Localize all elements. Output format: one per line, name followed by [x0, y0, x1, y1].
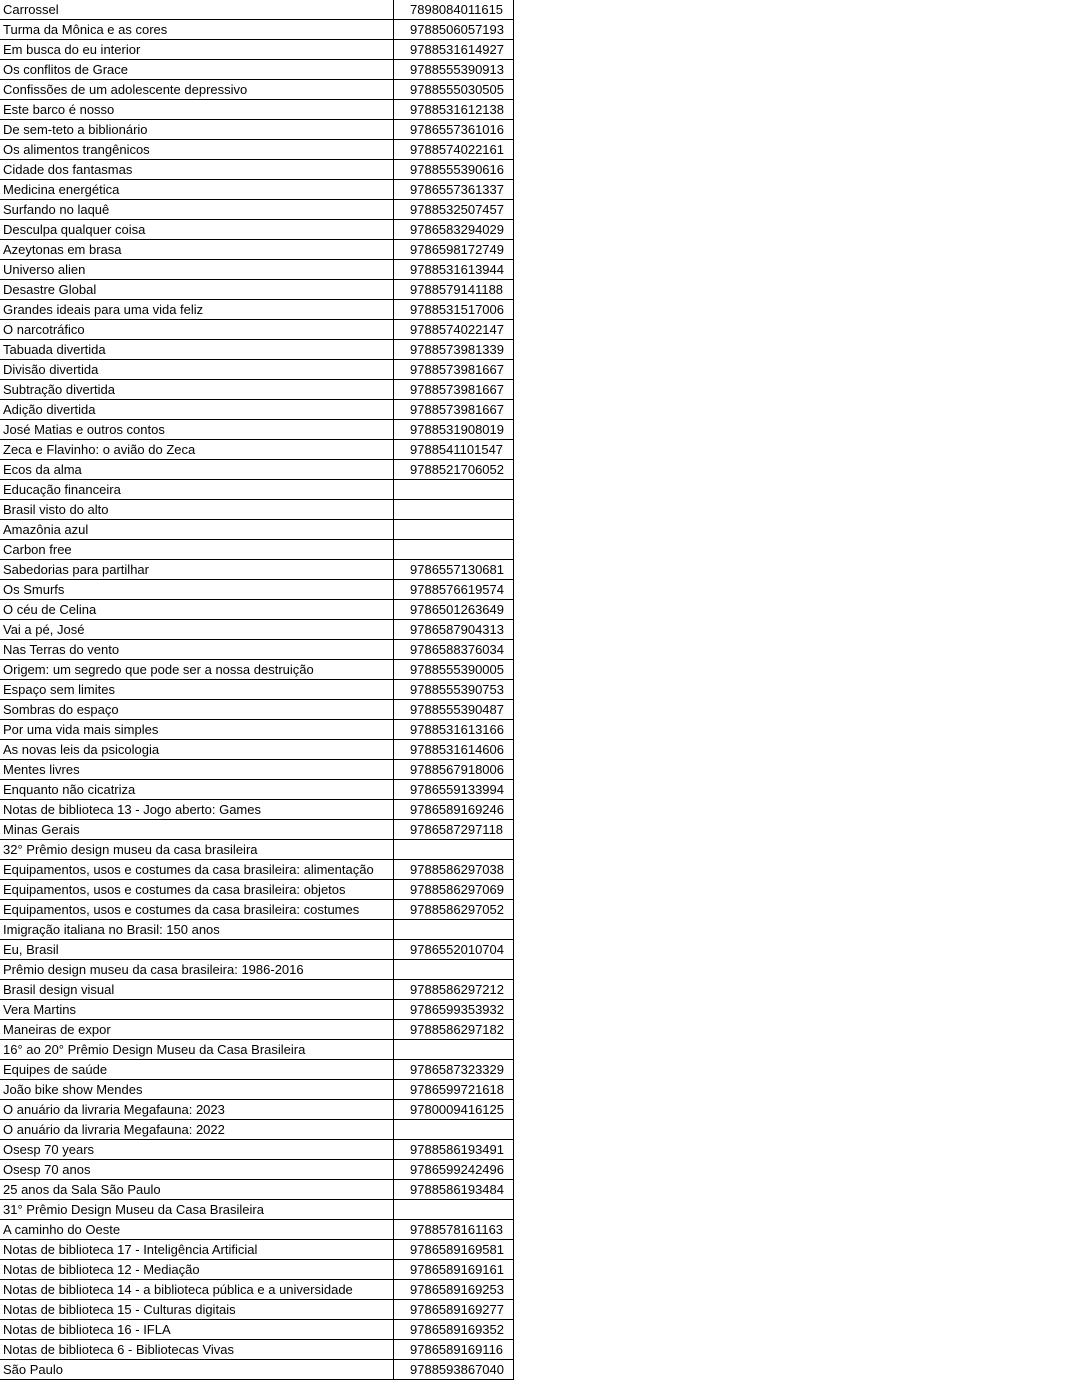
- isbn-cell[interactable]: 9788573981667: [394, 400, 514, 420]
- isbn-cell[interactable]: 9788579141188: [394, 280, 514, 300]
- title-cell[interactable]: 31° Prêmio Design Museu da Casa Brasileira: [0, 1200, 394, 1220]
- isbn-cell[interactable]: 9788574022161: [394, 140, 514, 160]
- isbn-cell[interactable]: [394, 1040, 514, 1060]
- isbn-cell[interactable]: 9788586193491: [394, 1140, 514, 1160]
- title-cell[interactable]: Imigração italiana no Brasil: 150 anos: [0, 920, 394, 940]
- table-row: [0, 900, 514, 920]
- isbn-cell[interactable]: 9788586297052: [394, 900, 514, 920]
- title-cell[interactable]: Enquanto não cicatriza: [0, 780, 394, 800]
- isbn-cell[interactable]: 9786589169246: [394, 800, 514, 820]
- title-cell[interactable]: Equipes de saúde: [0, 1060, 394, 1080]
- isbn-cell[interactable]: 9786588376034: [394, 640, 514, 660]
- isbn-cell[interactable]: 9786599353932: [394, 1000, 514, 1020]
- title-cell[interactable]: Equipamentos, usos e costumes da casa brasileira: alimentação: [0, 860, 394, 880]
- isbn-cell[interactable]: 9788532507457: [394, 200, 514, 220]
- title-cell[interactable]: Confissões de um adolescente depressivo: [0, 80, 394, 100]
- table-row: [0, 380, 514, 400]
- isbn-cell[interactable]: 9788531614927: [394, 40, 514, 60]
- title-cell[interactable]: Ecos da alma: [0, 460, 394, 480]
- table-row: [0, 980, 514, 1000]
- isbn-cell[interactable]: 9786589169352: [394, 1320, 514, 1340]
- table-row: [0, 600, 514, 620]
- title-cell[interactable]: Vera Martins: [0, 1000, 394, 1020]
- isbn-cell[interactable]: 9788578161163: [394, 1220, 514, 1240]
- table-row: [0, 700, 514, 720]
- isbn-cell[interactable]: 9786599721618: [394, 1080, 514, 1100]
- table-row: [0, 620, 514, 640]
- title-cell[interactable]: José Matias e outros contos: [0, 420, 394, 440]
- title-cell[interactable]: Turma da Mônica e as cores: [0, 20, 394, 40]
- isbn-cell[interactable]: [394, 1200, 514, 1220]
- title-cell[interactable]: O anuário da livraria Megafauna: 2022: [0, 1120, 394, 1140]
- isbn-cell[interactable]: 9788555030505: [394, 80, 514, 100]
- table-row: [0, 1080, 514, 1100]
- table-row: [0, 60, 514, 80]
- table-row: [0, 1040, 514, 1060]
- isbn-cell[interactable]: 9788555390913: [394, 60, 514, 80]
- title-cell[interactable]: Brasil visto do alto: [0, 500, 394, 520]
- isbn-cell[interactable]: 9786589169253: [394, 1280, 514, 1300]
- table-row: [0, 220, 514, 240]
- isbn-cell[interactable]: [394, 520, 514, 540]
- table-row: [0, 1300, 514, 1320]
- isbn-cell[interactable]: 9788521706052: [394, 460, 514, 480]
- table-row: [0, 1340, 514, 1360]
- isbn-cell[interactable]: 7898084011615: [394, 0, 514, 20]
- isbn-cell[interactable]: 9786589169277: [394, 1300, 514, 1320]
- isbn-cell[interactable]: [394, 920, 514, 940]
- isbn-cell[interactable]: 9788555390487: [394, 700, 514, 720]
- table-row: [0, 1140, 514, 1160]
- isbn-cell[interactable]: [394, 540, 514, 560]
- title-cell[interactable]: Notas de biblioteca 17 - Inteligência Artificial: [0, 1240, 394, 1260]
- isbn-cell[interactable]: 9786557361337: [394, 180, 514, 200]
- title-cell[interactable]: Sombras do espaço: [0, 700, 394, 720]
- title-cell[interactable]: Tabuada divertida: [0, 340, 394, 360]
- table-row: [0, 1260, 514, 1280]
- table-row: [0, 1120, 514, 1140]
- table-row: [0, 880, 514, 900]
- isbn-cell[interactable]: 9788506057193: [394, 20, 514, 40]
- title-cell[interactable]: Eu, Brasil: [0, 940, 394, 960]
- title-cell[interactable]: As novas leis da psicologia: [0, 740, 394, 760]
- title-cell[interactable]: 32° Prêmio design museu da casa brasileira: [0, 840, 394, 860]
- title-cell[interactable]: Notas de biblioteca 13 - Jogo aberto: Games: [0, 800, 394, 820]
- title-cell[interactable]: Origem: um segredo que pode ser a nossa destruição: [0, 660, 394, 680]
- isbn-cell[interactable]: 9788567918006: [394, 760, 514, 780]
- title-cell[interactable]: Desculpa qualquer coisa: [0, 220, 394, 240]
- isbn-cell[interactable]: [394, 480, 514, 500]
- title-cell[interactable]: Nas Terras do vento: [0, 640, 394, 660]
- title-cell[interactable]: Divisão divertida: [0, 360, 394, 380]
- isbn-cell[interactable]: 9788555390005: [394, 660, 514, 680]
- isbn-cell[interactable]: 9786583294029: [394, 220, 514, 240]
- isbn-cell[interactable]: 9786589169161: [394, 1260, 514, 1280]
- table-row: [0, 960, 514, 980]
- table-row: [0, 820, 514, 840]
- isbn-cell[interactable]: 9788531908019: [394, 420, 514, 440]
- isbn-cell[interactable]: 9786589169116: [394, 1340, 514, 1360]
- table-row: [0, 640, 514, 660]
- table-row: [0, 1200, 514, 1220]
- title-cell[interactable]: Notas de biblioteca 16 - IFLA: [0, 1320, 394, 1340]
- isbn-cell[interactable]: 9786598172749: [394, 240, 514, 260]
- title-cell[interactable]: O narcotráfico: [0, 320, 394, 340]
- title-cell[interactable]: Osesp 70 years: [0, 1140, 394, 1160]
- table-row: [0, 1240, 514, 1260]
- table-row: [0, 680, 514, 700]
- isbn-cell[interactable]: 9786587323329: [394, 1060, 514, 1080]
- table-row: [0, 1220, 514, 1240]
- title-cell[interactable]: Os alimentos trangênicos: [0, 140, 394, 160]
- spreadsheet-body: [0, 0, 514, 1380]
- table-row: [0, 1020, 514, 1040]
- isbn-cell[interactable]: 9786559133994: [394, 780, 514, 800]
- title-cell[interactable]: Notas de biblioteca 14 - a biblioteca pública e a universidade: [0, 1280, 394, 1300]
- table-row: [0, 120, 514, 140]
- table-row: [0, 720, 514, 740]
- title-cell[interactable]: Por uma vida mais simples: [0, 720, 394, 740]
- table-row: [0, 1060, 514, 1080]
- isbn-cell[interactable]: 9788531612138: [394, 100, 514, 120]
- title-cell[interactable]: Espaço sem limites: [0, 680, 394, 700]
- isbn-cell[interactable]: 9788586297182: [394, 1020, 514, 1040]
- table-row: [0, 1000, 514, 1020]
- table-row: [0, 300, 514, 320]
- table-row: [0, 780, 514, 800]
- title-cell[interactable]: Amazônia azul: [0, 520, 394, 540]
- isbn-cell[interactable]: 9788586297212: [394, 980, 514, 1000]
- table-row: [0, 1180, 514, 1200]
- isbn-cell[interactable]: 9788531613944: [394, 260, 514, 280]
- title-cell[interactable]: Subtração divertida: [0, 380, 394, 400]
- isbn-cell[interactable]: 9780009416125: [394, 1100, 514, 1120]
- title-cell[interactable]: 25 anos da Sala São Paulo: [0, 1180, 394, 1200]
- isbn-cell[interactable]: 9788541101547: [394, 440, 514, 460]
- isbn-cell[interactable]: 9786589169581: [394, 1240, 514, 1260]
- table-row: [0, 420, 514, 440]
- table-row: [0, 1280, 514, 1300]
- isbn-cell[interactable]: 9786552010704: [394, 940, 514, 960]
- isbn-cell[interactable]: 9788555390616: [394, 160, 514, 180]
- title-cell[interactable]: João bike show Mendes: [0, 1080, 394, 1100]
- isbn-cell[interactable]: 9788574022147: [394, 320, 514, 340]
- isbn-cell[interactable]: 9786557130681: [394, 560, 514, 580]
- table-row: [0, 240, 514, 260]
- isbn-cell[interactable]: 9786587904313: [394, 620, 514, 640]
- table-row: [0, 280, 514, 300]
- isbn-cell[interactable]: 9788573981339: [394, 340, 514, 360]
- title-cell[interactable]: Azeytonas em brasa: [0, 240, 394, 260]
- title-cell[interactable]: Equipamentos, usos e costumes da casa brasileira: objetos: [0, 880, 394, 900]
- isbn-cell[interactable]: 9788586297069: [394, 880, 514, 900]
- table-row: [0, 1160, 514, 1180]
- table-row: [0, 360, 514, 380]
- isbn-cell[interactable]: 9788586297038: [394, 860, 514, 880]
- title-cell[interactable]: Carrossel: [0, 0, 394, 20]
- title-cell[interactable]: Zeca e Flavinho: o avião do Zeca: [0, 440, 394, 460]
- title-cell[interactable]: Em busca do eu interior: [0, 40, 394, 60]
- table-row: [0, 940, 514, 960]
- isbn-cell[interactable]: 9788531517006: [394, 300, 514, 320]
- isbn-cell[interactable]: 9786599242496: [394, 1160, 514, 1180]
- table-row: [0, 840, 514, 860]
- title-cell[interactable]: Prêmio design museu da casa brasileira: 1986-2016: [0, 960, 394, 980]
- title-cell[interactable]: Educação financeira: [0, 480, 394, 500]
- table-row: [0, 460, 514, 480]
- table-row: [0, 20, 514, 40]
- table-row: [0, 520, 514, 540]
- table-row: [0, 140, 514, 160]
- table-row: [0, 100, 514, 120]
- title-cell[interactable]: O céu de Celina: [0, 600, 394, 620]
- table-row: [0, 540, 514, 560]
- isbn-cell[interactable]: 9788555390753: [394, 680, 514, 700]
- table-row: [0, 740, 514, 760]
- title-cell[interactable]: Notas de biblioteca 6 - Bibliotecas Vivas: [0, 1340, 394, 1360]
- title-cell[interactable]: Notas de biblioteca 12 - Mediação: [0, 1260, 394, 1280]
- table-row: [0, 440, 514, 460]
- isbn-cell[interactable]: [394, 960, 514, 980]
- title-cell[interactable]: Cidade dos fantasmas: [0, 160, 394, 180]
- title-cell[interactable]: Brasil design visual: [0, 980, 394, 1000]
- title-cell[interactable]: Este barco é nosso: [0, 100, 394, 120]
- title-cell[interactable]: Grandes ideais para uma vida feliz: [0, 300, 394, 320]
- table-row: [0, 580, 514, 600]
- isbn-cell[interactable]: 9788586193484: [394, 1180, 514, 1200]
- title-cell[interactable]: Universo alien: [0, 260, 394, 280]
- title-cell[interactable]: Adição divertida: [0, 400, 394, 420]
- isbn-cell[interactable]: 9788593867040: [394, 1360, 514, 1380]
- table-row: [0, 0, 514, 20]
- title-cell[interactable]: Os Smurfs: [0, 580, 394, 600]
- table-row: [0, 180, 514, 200]
- title-cell[interactable]: O anuário da livraria Megafauna: 2023: [0, 1100, 394, 1120]
- table-row: [0, 40, 514, 60]
- title-cell[interactable]: Mentes livres: [0, 760, 394, 780]
- title-cell[interactable]: Desastre Global: [0, 280, 394, 300]
- title-cell[interactable]: Minas Gerais: [0, 820, 394, 840]
- title-cell[interactable]: Maneiras de expor: [0, 1020, 394, 1040]
- table-row: [0, 560, 514, 580]
- title-cell[interactable]: Equipamentos, usos e costumes da casa brasileira: costumes: [0, 900, 394, 920]
- title-cell[interactable]: Sabedorias para partilhar: [0, 560, 394, 580]
- spreadsheet-table: [0, 0, 514, 1380]
- title-cell[interactable]: 16° ao 20° Prêmio Design Museu da Casa Brasileira: [0, 1040, 394, 1060]
- table-row: [0, 760, 514, 780]
- table-row: [0, 1360, 514, 1380]
- table-row: [0, 320, 514, 340]
- table-row: [0, 260, 514, 280]
- isbn-cell[interactable]: 9788531614606: [394, 740, 514, 760]
- title-cell[interactable]: De sem-teto a biblionário: [0, 120, 394, 140]
- isbn-cell[interactable]: 9788576619574: [394, 580, 514, 600]
- title-cell[interactable]: Os conflitos de Grace: [0, 60, 394, 80]
- isbn-cell[interactable]: 9786501263649: [394, 600, 514, 620]
- isbn-cell[interactable]: 9788531613166: [394, 720, 514, 740]
- isbn-cell[interactable]: 9788573981667: [394, 380, 514, 400]
- title-cell[interactable]: São Paulo: [0, 1360, 394, 1380]
- table-row: [0, 480, 514, 500]
- table-row: [0, 860, 514, 880]
- table-row: [0, 80, 514, 100]
- table-row: [0, 400, 514, 420]
- isbn-cell[interactable]: 9788573981667: [394, 360, 514, 380]
- table-row: [0, 1100, 514, 1120]
- isbn-cell[interactable]: [394, 840, 514, 860]
- title-cell[interactable]: Medicina energética: [0, 180, 394, 200]
- title-cell[interactable]: Osesp 70 anos: [0, 1160, 394, 1180]
- isbn-cell[interactable]: [394, 500, 514, 520]
- table-row: [0, 160, 514, 180]
- table-row: [0, 1320, 514, 1340]
- table-row: [0, 920, 514, 940]
- isbn-cell[interactable]: 9786557361016: [394, 120, 514, 140]
- title-cell[interactable]: Surfando no laquê: [0, 200, 394, 220]
- table-row: [0, 800, 514, 820]
- title-cell[interactable]: Carbon free: [0, 540, 394, 560]
- table-row: [0, 200, 514, 220]
- table-row: [0, 340, 514, 360]
- isbn-cell[interactable]: 9786587297118: [394, 820, 514, 840]
- title-cell[interactable]: Vai a pé, José: [0, 620, 394, 640]
- title-cell[interactable]: A caminho do Oeste: [0, 1220, 394, 1240]
- isbn-cell[interactable]: [394, 1120, 514, 1140]
- table-row: [0, 660, 514, 680]
- title-cell[interactable]: Notas de biblioteca 15 - Culturas digitais: [0, 1300, 394, 1320]
- table-row: [0, 500, 514, 520]
